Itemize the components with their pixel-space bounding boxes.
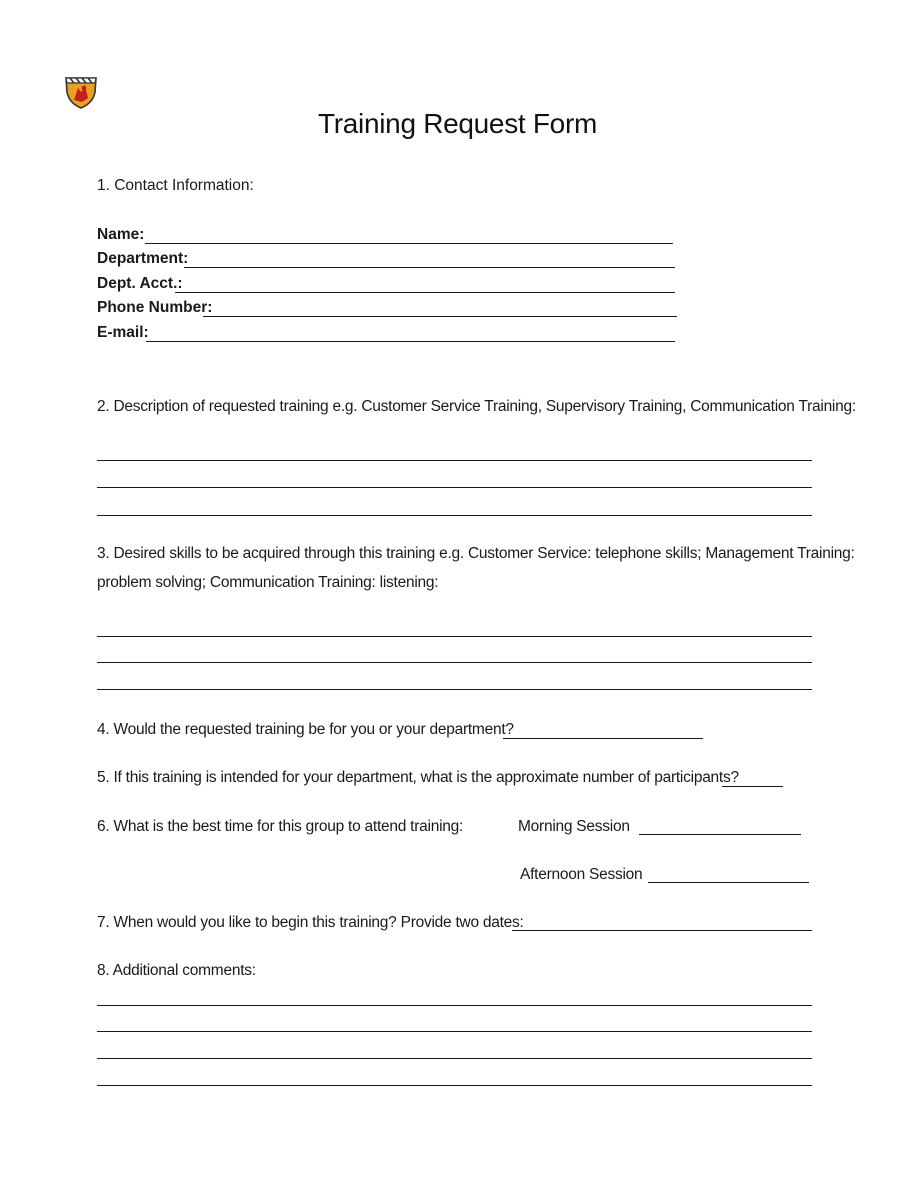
section7-question: 7. When would you like to begin this training? Provide two dates: — [97, 914, 524, 931]
section2-question: 2. Description of requested training e.g. Customer Service Training, Supervisory Training, Communication Training: — [97, 398, 856, 415]
section3-answer-line[interactable] — [97, 662, 812, 663]
section8-question: 8. Additional comments: — [97, 962, 256, 979]
phone-number-field[interactable] — [203, 316, 677, 317]
page-title: Training Request Form — [318, 108, 597, 139]
section3-question-line2: problem solving; Communication Training: listening: — [97, 574, 439, 591]
section6-question: 6. What is the best time for this group to attend training: — [97, 818, 464, 835]
section8-answer-line[interactable] — [97, 1085, 812, 1086]
phone-number-label: Phone Number: — [97, 299, 213, 316]
afternoon-session-field[interactable] — [648, 882, 809, 883]
dept-acct-field[interactable] — [175, 292, 675, 293]
afternoon-session-label: Afternoon Session — [520, 866, 643, 883]
section3-question-line1: 3. Desired skills to be acquired through this training e.g. Customer Service: telephone skills; Management Training: — [97, 545, 855, 562]
crest-logo-icon — [62, 72, 100, 110]
section5-answer-field[interactable] — [722, 786, 783, 787]
morning-session-field[interactable] — [639, 834, 801, 835]
section8-answer-line[interactable] — [97, 1031, 812, 1032]
email-field[interactable] — [146, 341, 675, 342]
section3-answer-line[interactable] — [97, 689, 812, 690]
section4-question: 4. Would the requested training be for you or your department? — [97, 721, 514, 738]
morning-session-label: Morning Session — [518, 818, 630, 835]
section8-answer-line[interactable] — [97, 1005, 812, 1006]
section8-answer-line[interactable] — [97, 1058, 812, 1059]
section2-answer-line[interactable] — [97, 515, 812, 516]
section2-answer-line[interactable] — [97, 487, 812, 488]
section3-answer-line[interactable] — [97, 636, 812, 637]
dept-acct-label: Dept. Acct.: — [97, 275, 183, 292]
department-label: Department: — [97, 250, 189, 267]
section4-answer-field[interactable] — [503, 738, 703, 739]
section5-question: 5. If this training is intended for your department, what is the approximate number of participants? — [97, 769, 739, 786]
section2-answer-line[interactable] — [97, 460, 812, 461]
name-field[interactable] — [145, 243, 673, 244]
name-label: Name: — [97, 226, 145, 243]
section7-answer-field[interactable] — [512, 930, 812, 931]
email-label: E-mail: — [97, 324, 149, 341]
department-field[interactable] — [184, 267, 675, 268]
section1-heading: 1. Contact Information: — [97, 177, 254, 194]
